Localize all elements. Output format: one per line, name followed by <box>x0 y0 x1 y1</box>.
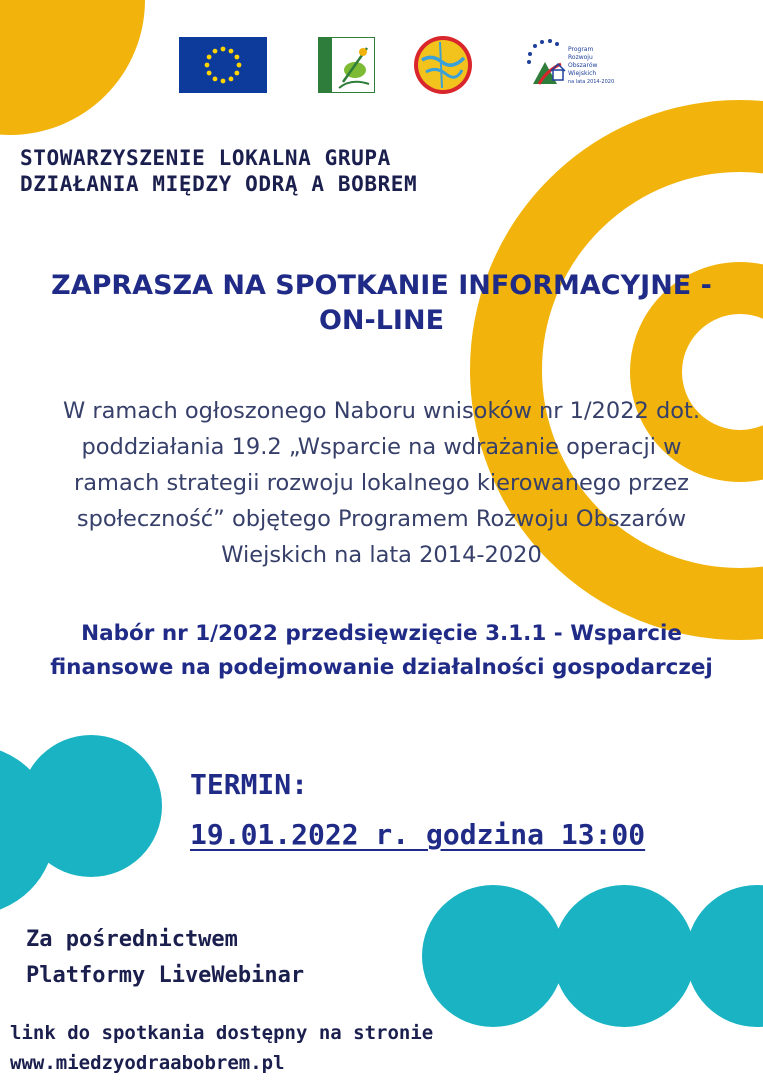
yellow-circle-decoration <box>0 0 145 135</box>
prow-logo-text: Program <box>568 46 594 53</box>
teal-circle-decoration <box>20 735 162 877</box>
prow-logo-text: Wiejskich <box>568 70 597 77</box>
leader-icon <box>318 37 375 93</box>
prow-logo-text: na lata 2014-2020 <box>568 79 615 85</box>
termin-label: TERMIN: <box>190 768 309 801</box>
organization-name: STOWARZYSZENIE LOKALNA GRUPA DZIAŁANIA MIĘDZY ODRĄ A BOBREM <box>20 146 418 196</box>
eu-flag-icon <box>179 37 267 93</box>
prow-logo-text: Rozwoju <box>568 54 593 61</box>
description-text: W ramach ogłoszonego Naboru wnisoków nr 1/2022 dot. poddziałania 19.2 „Wsparcie na wdrażanie operacji w ramach strategii rozwoju lokalnego kierowanego przez społeczność” objętego Programem Rozwoju Obszarów Wiejskich na lata 2014-2020 <box>62 398 700 568</box>
termin-value: 19.01.2022 r. godzina 13:00 <box>190 818 646 851</box>
teal-circle-decoration <box>422 885 564 1027</box>
invitation-headline: ZAPRASZA NA SPOTKANIE INFORMACYJNE - ON-LINE <box>51 270 712 336</box>
prow-logo-icon <box>523 34 618 96</box>
platform-text: Za pośrednictwem Platformy LiveWebinar <box>26 927 305 988</box>
lubuskie-emblem-icon <box>412 34 474 96</box>
nabor-text: Nabór nr 1/2022 przedsięwzięcie 3.1.1 - Wsparcie finansowe na podejmowanie działalności gospodarczej <box>50 621 713 680</box>
teal-circle-decoration <box>686 885 763 1027</box>
meeting-link-text[interactable]: link do spotkania dostępny na stronie www.miedzyodraabobrem.pl <box>10 1022 434 1074</box>
prow-logo-text: Obszarów <box>568 62 598 69</box>
teal-circle-decoration <box>553 885 695 1027</box>
